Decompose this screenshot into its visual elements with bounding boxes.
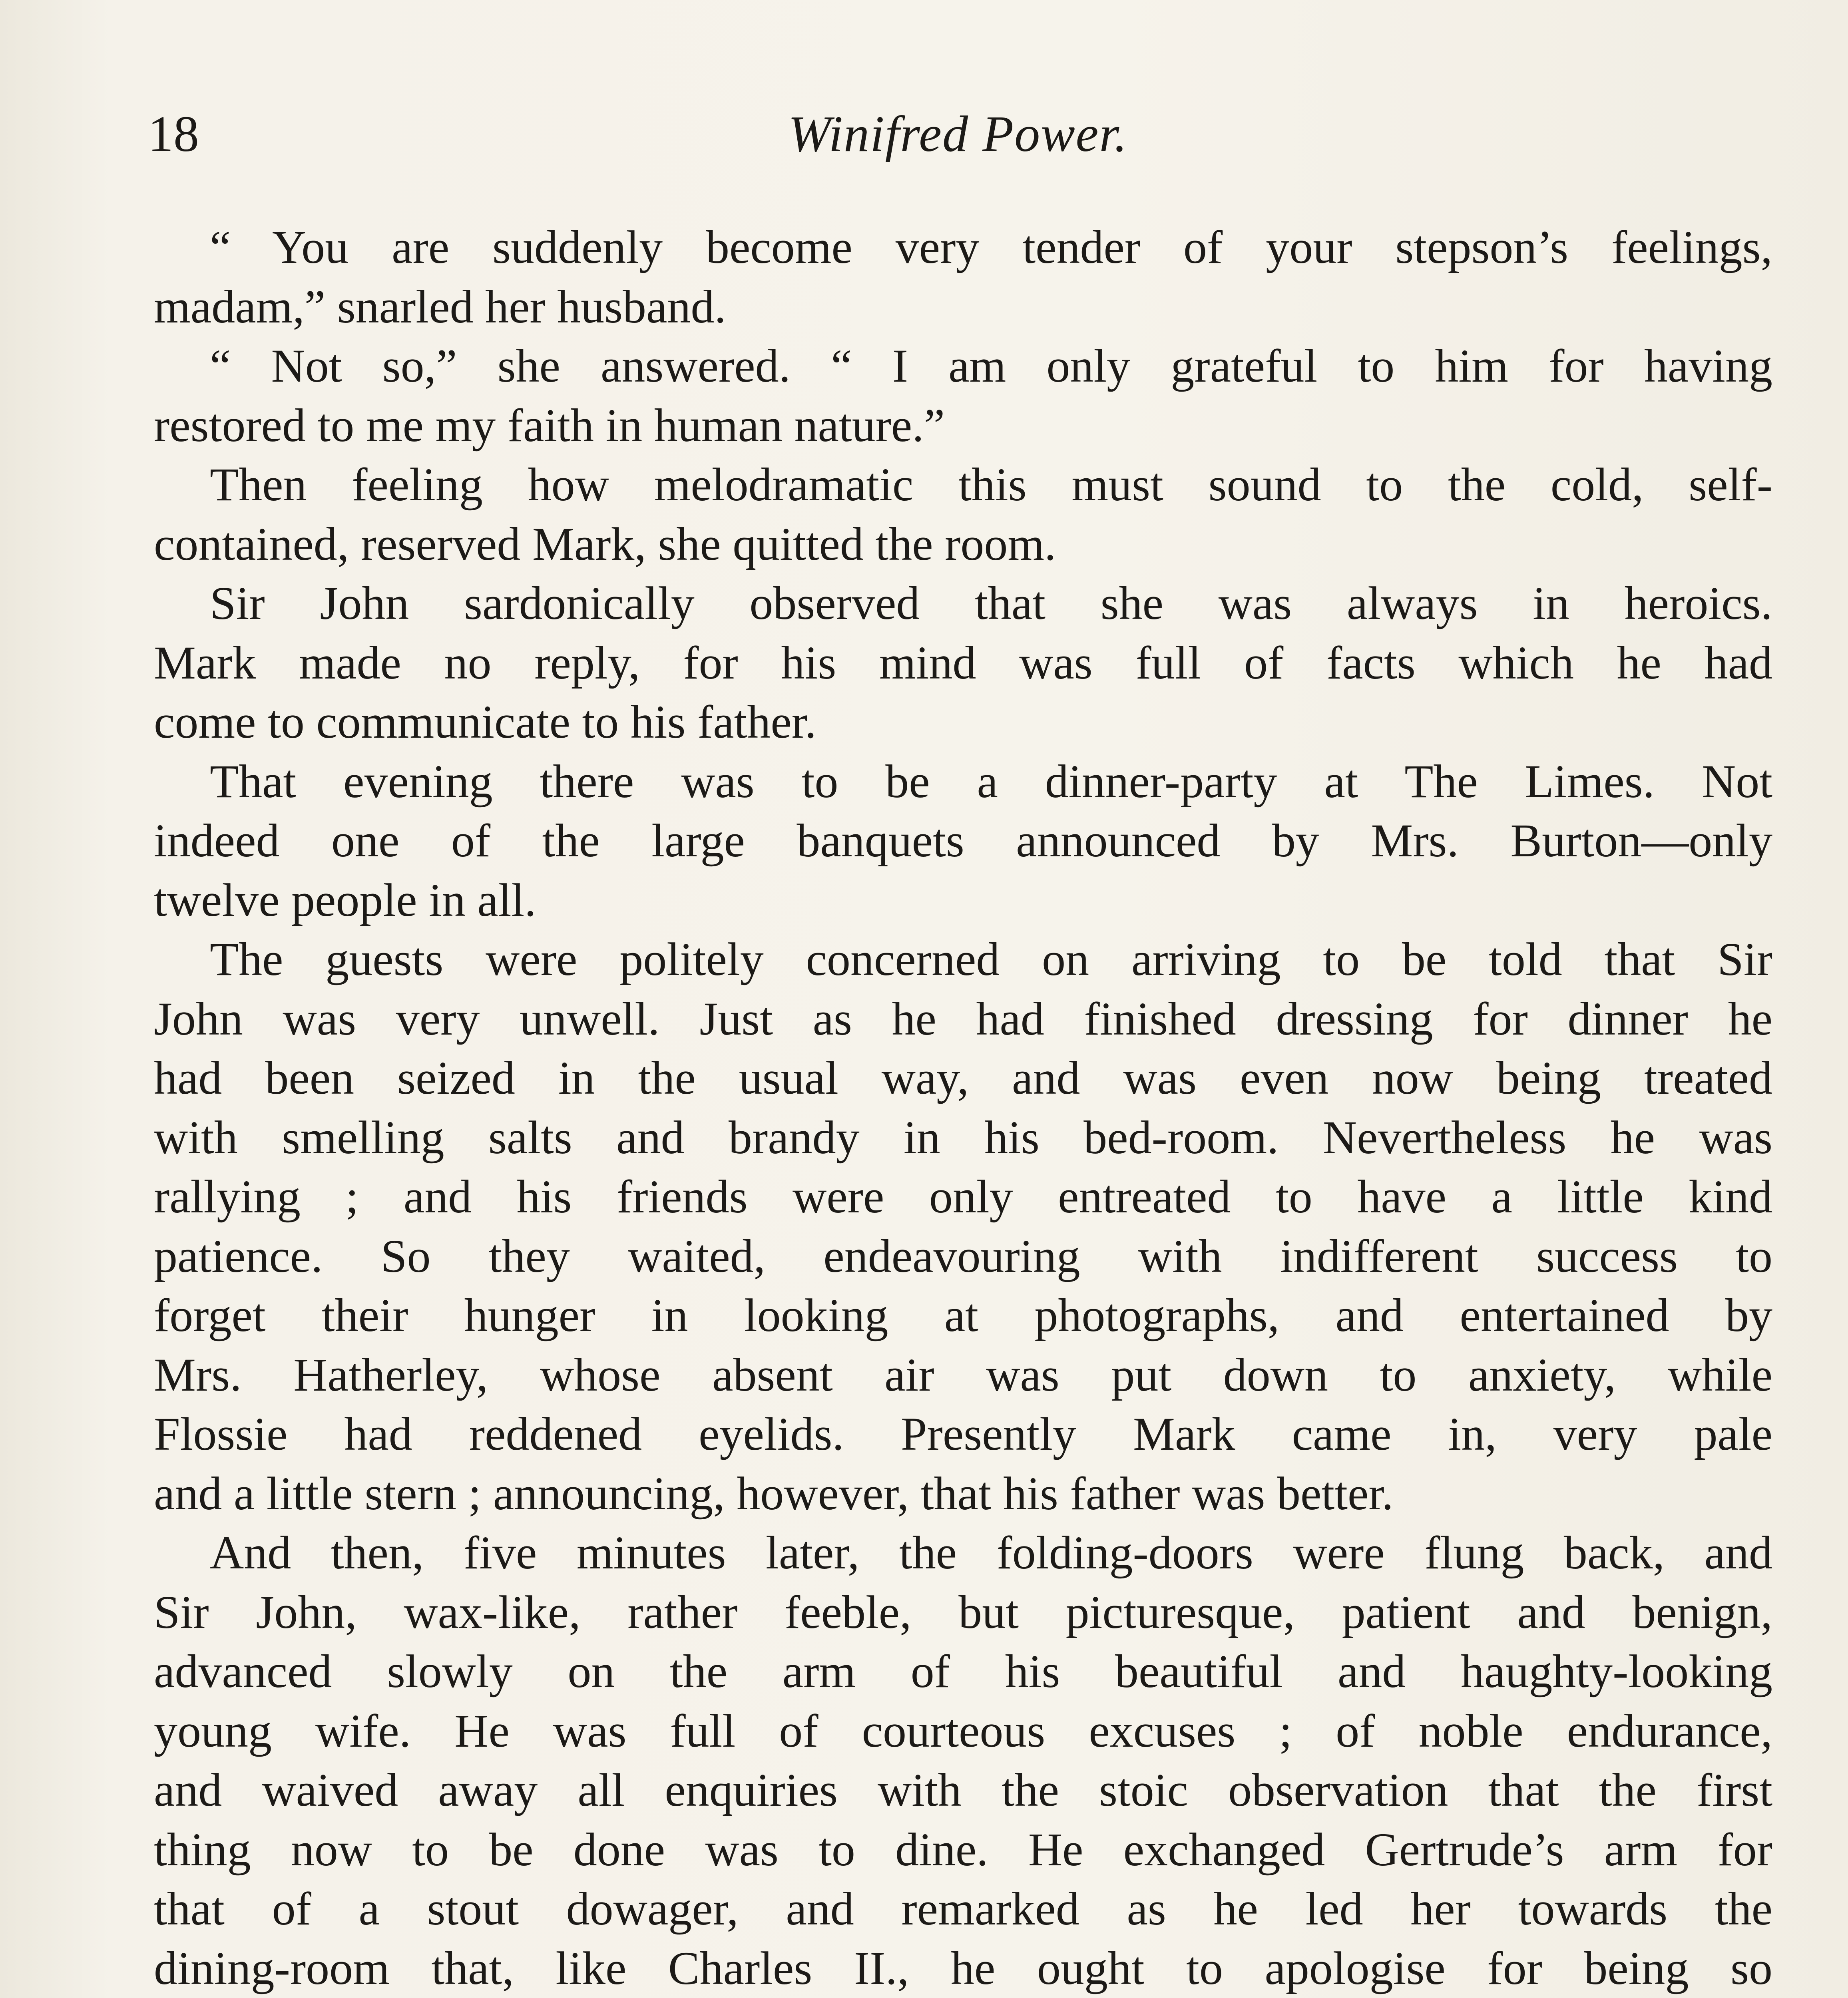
text-line: Mrs. Hatherley, whose absent air was put down to anxiety, while (154, 1348, 1772, 1401)
text-line: “ Not so,” she answered. “ I am only grateful to him for having (210, 340, 1772, 392)
text-line: restored to me my faith in human nature.” (154, 399, 945, 452)
text-line: dining-room that, like Charles II., he ought to apologise for being so (154, 1942, 1772, 1994)
text-line: madam,” snarled her husband. (154, 280, 726, 333)
text-line: Mark made no reply, for his mind was full of facts which he had (154, 636, 1772, 689)
text-line: The guests were politely concerned on arriving to be told that Sir (210, 933, 1772, 985)
text-line: twelve people in all. (154, 874, 536, 926)
text-line: thing now to be done was to dine. He exchanged Gertrude’s arm for (154, 1823, 1772, 1876)
text-line: come to communicate to his father. (154, 696, 817, 748)
running-title: Winifred Power. (788, 105, 1128, 162)
text-line: rallying ; and his friends were only entreated to have a little kind (154, 1170, 1772, 1223)
text-line: “ You are suddenly become very tender of your stepson’s feelings, (210, 221, 1772, 273)
text-line: and a little stern ; announcing, however, that his father was better. (154, 1467, 1394, 1520)
text-line: patience. So they waited, endeavouring with indifferent success to (154, 1230, 1772, 1282)
text-line: young wife. He was full of courteous excuses ; of noble endurance, (154, 1704, 1772, 1757)
text-line: Sir John, wax-like, rather feeble, but picturesque, patient and benign, (154, 1586, 1772, 1638)
text-line: forget their hunger in looking at photographs, and entertained by (154, 1289, 1772, 1341)
text-line: Sir John sardonically observed that she was always in heroics. (210, 577, 1772, 629)
text-line: Flossie had reddened eyelids. Presently Mark came in, very pale (154, 1408, 1772, 1460)
text-line: and waived away all enquiries with the stoic observation that the first (154, 1764, 1772, 1816)
text-line: indeed one of the large banquets announced by Mrs. Burton—only (154, 814, 1772, 867)
text-line: Then feeling how melodramatic this must sound to the cold, self- (210, 458, 1772, 511)
text-line: with smelling salts and brandy in his bed-room. Nevertheless he was (154, 1111, 1772, 1164)
running-head (148, 100, 1768, 168)
text-line: that of a stout dowager, and remarked as he led her towards the (154, 1883, 1772, 1935)
text-line: John was very unwell. Just as he had finished dressing for dinner he (154, 992, 1772, 1045)
text-line: That evening there was to be a dinner-party at The Limes. Not (210, 755, 1772, 808)
text-line: had been seized in the usual way, and was even now being treated (154, 1052, 1772, 1104)
text-line: advanced slowly on the arm of his beautiful and haughty-looking (154, 1645, 1772, 1698)
text-line: And then, five minutes later, the folding-doors were flung back, and (210, 1526, 1772, 1579)
body-text (154, 218, 1772, 1998)
page-number: 18 (148, 105, 199, 162)
text-line: contained, reserved Mark, she quitted the room. (154, 517, 1056, 570)
